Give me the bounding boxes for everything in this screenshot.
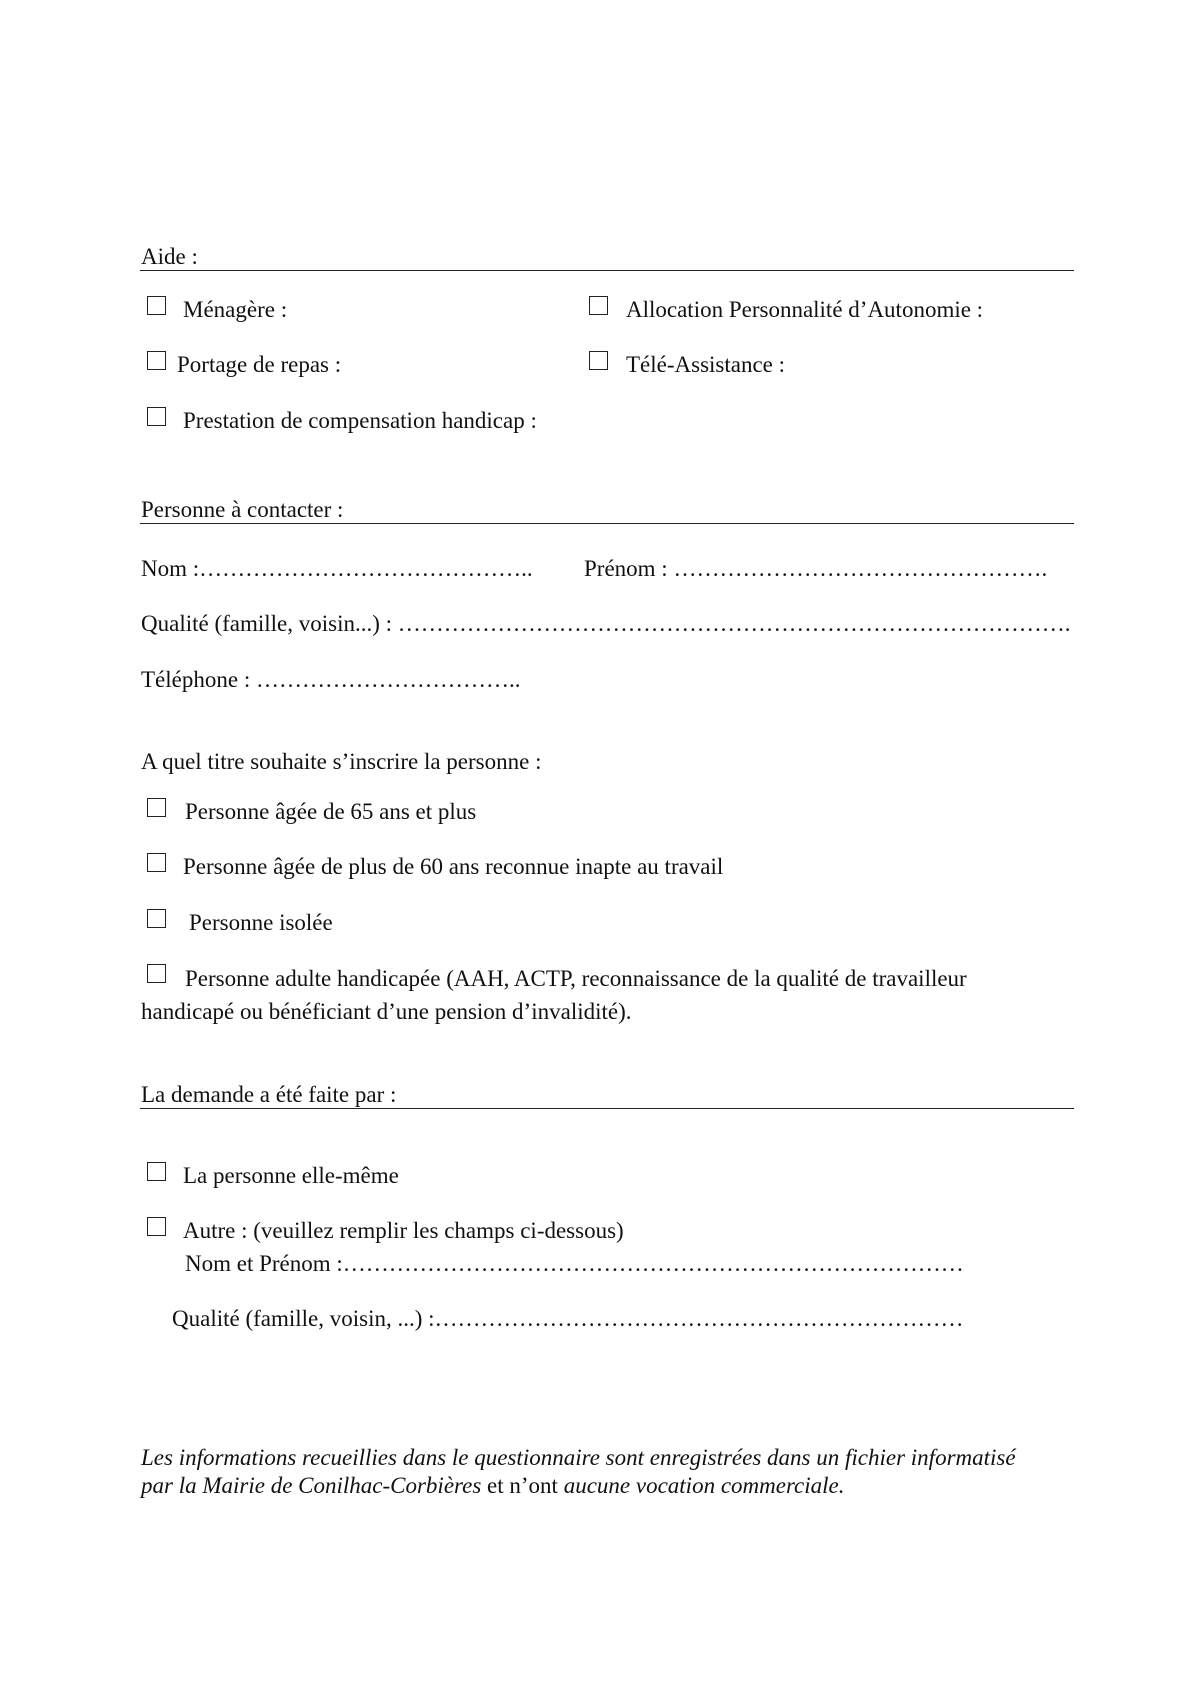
section-title-contact: Personne à contacter :: [141, 497, 344, 522]
label-age-60: Personne âgée de plus de 60 ans reconnue inapte au travail: [183, 854, 724, 879]
label-pch: Prestation de compensation handicap :: [183, 408, 537, 433]
contact-nom-label: Nom :: [141, 556, 200, 581]
footer-note-part-c: aucune vocation commerciale.: [557, 1473, 845, 1498]
contact-prenom-label: Prénom :: [584, 556, 668, 581]
contact-qualite-field[interactable]: …………………………………………………………………………….: [397, 611, 1071, 636]
section-title-demande: La demande a été faite par :: [141, 1082, 397, 1107]
label-apa: Allocation Personnalité d’Autonomie :: [626, 297, 984, 322]
contact-prenom-row: [584, 557, 1047, 580]
checkbox-portage-repas[interactable]: [147, 351, 166, 370]
label-autre: Autre : (veuillez remplir les champs ci-dessous): [183, 1218, 624, 1243]
section-divider: [140, 1108, 1074, 1109]
contact-telephone-row: [141, 668, 520, 691]
checkbox-age-60[interactable]: [147, 853, 166, 872]
footer-note-part-b: et n’ont: [487, 1473, 558, 1498]
checkbox-handicapee[interactable]: [147, 964, 166, 983]
section-divider: [140, 523, 1074, 524]
demande-nom-prenom-label: Nom et Prénom :: [185, 1251, 343, 1276]
footer-note-line2: [141, 1474, 845, 1497]
checkbox-isolee[interactable]: [147, 909, 166, 928]
checkbox-elle-meme[interactable]: [147, 1162, 166, 1181]
section-divider: [140, 270, 1074, 271]
demande-qualite-field[interactable]: ……………………………………………………………: [434, 1306, 964, 1331]
section-title-titre: A quel titre souhaite s’inscrire la personne :: [141, 749, 542, 774]
contact-prenom-field[interactable]: ………………………………………….: [673, 556, 1048, 581]
footer-note-line1: Les informations recueillies dans le questionnaire sont enregistrées dans un fichier informatisé: [141, 1445, 1016, 1470]
label-elle-meme: La personne elle-même: [183, 1163, 399, 1188]
footer-note-part-a: par la Mairie de Conilhac-Corbières: [141, 1473, 488, 1498]
label-portage-repas: Portage de repas :: [177, 352, 342, 377]
checkbox-age-65[interactable]: [147, 798, 166, 817]
checkbox-apa[interactable]: [589, 296, 608, 315]
label-age-65: Personne âgée de 65 ans et plus: [185, 799, 477, 824]
contact-qualite-row: [141, 612, 1071, 635]
contact-telephone-field[interactable]: ……………………………..: [255, 667, 521, 692]
contact-telephone-label: Téléphone :: [141, 667, 251, 692]
demande-qualite-label: Qualité (famille, voisin, ...) :: [172, 1306, 435, 1331]
checkbox-menagere[interactable]: [147, 296, 166, 315]
contact-nom-row: [141, 557, 533, 580]
demande-nom-prenom-field[interactable]: ………………………………………………………………………: [342, 1251, 964, 1276]
label-menagere: Ménagère :: [183, 297, 288, 322]
demande-qualite-row: [172, 1307, 964, 1330]
demande-nom-prenom-row: [185, 1252, 964, 1275]
contact-nom-field[interactable]: ……………………………………..: [199, 556, 533, 581]
checkbox-autre[interactable]: [147, 1217, 166, 1236]
label-tele-assistance: Télé-Assistance :: [626, 352, 786, 377]
checkbox-pch[interactable]: [147, 407, 166, 426]
label-handicapee-line2: handicapé ou bénéficiant d’une pension d’invalidité).: [141, 999, 632, 1024]
label-isolee: Personne isolée: [189, 910, 333, 935]
label-handicapee-line1: Personne adulte handicapée (AAH, ACTP, reconnaissance de la qualité de travailleur: [185, 966, 967, 991]
checkbox-tele-assistance[interactable]: [589, 351, 608, 370]
section-title-aide: Aide :: [141, 244, 198, 269]
contact-qualite-label: Qualité (famille, voisin...) :: [141, 611, 393, 636]
